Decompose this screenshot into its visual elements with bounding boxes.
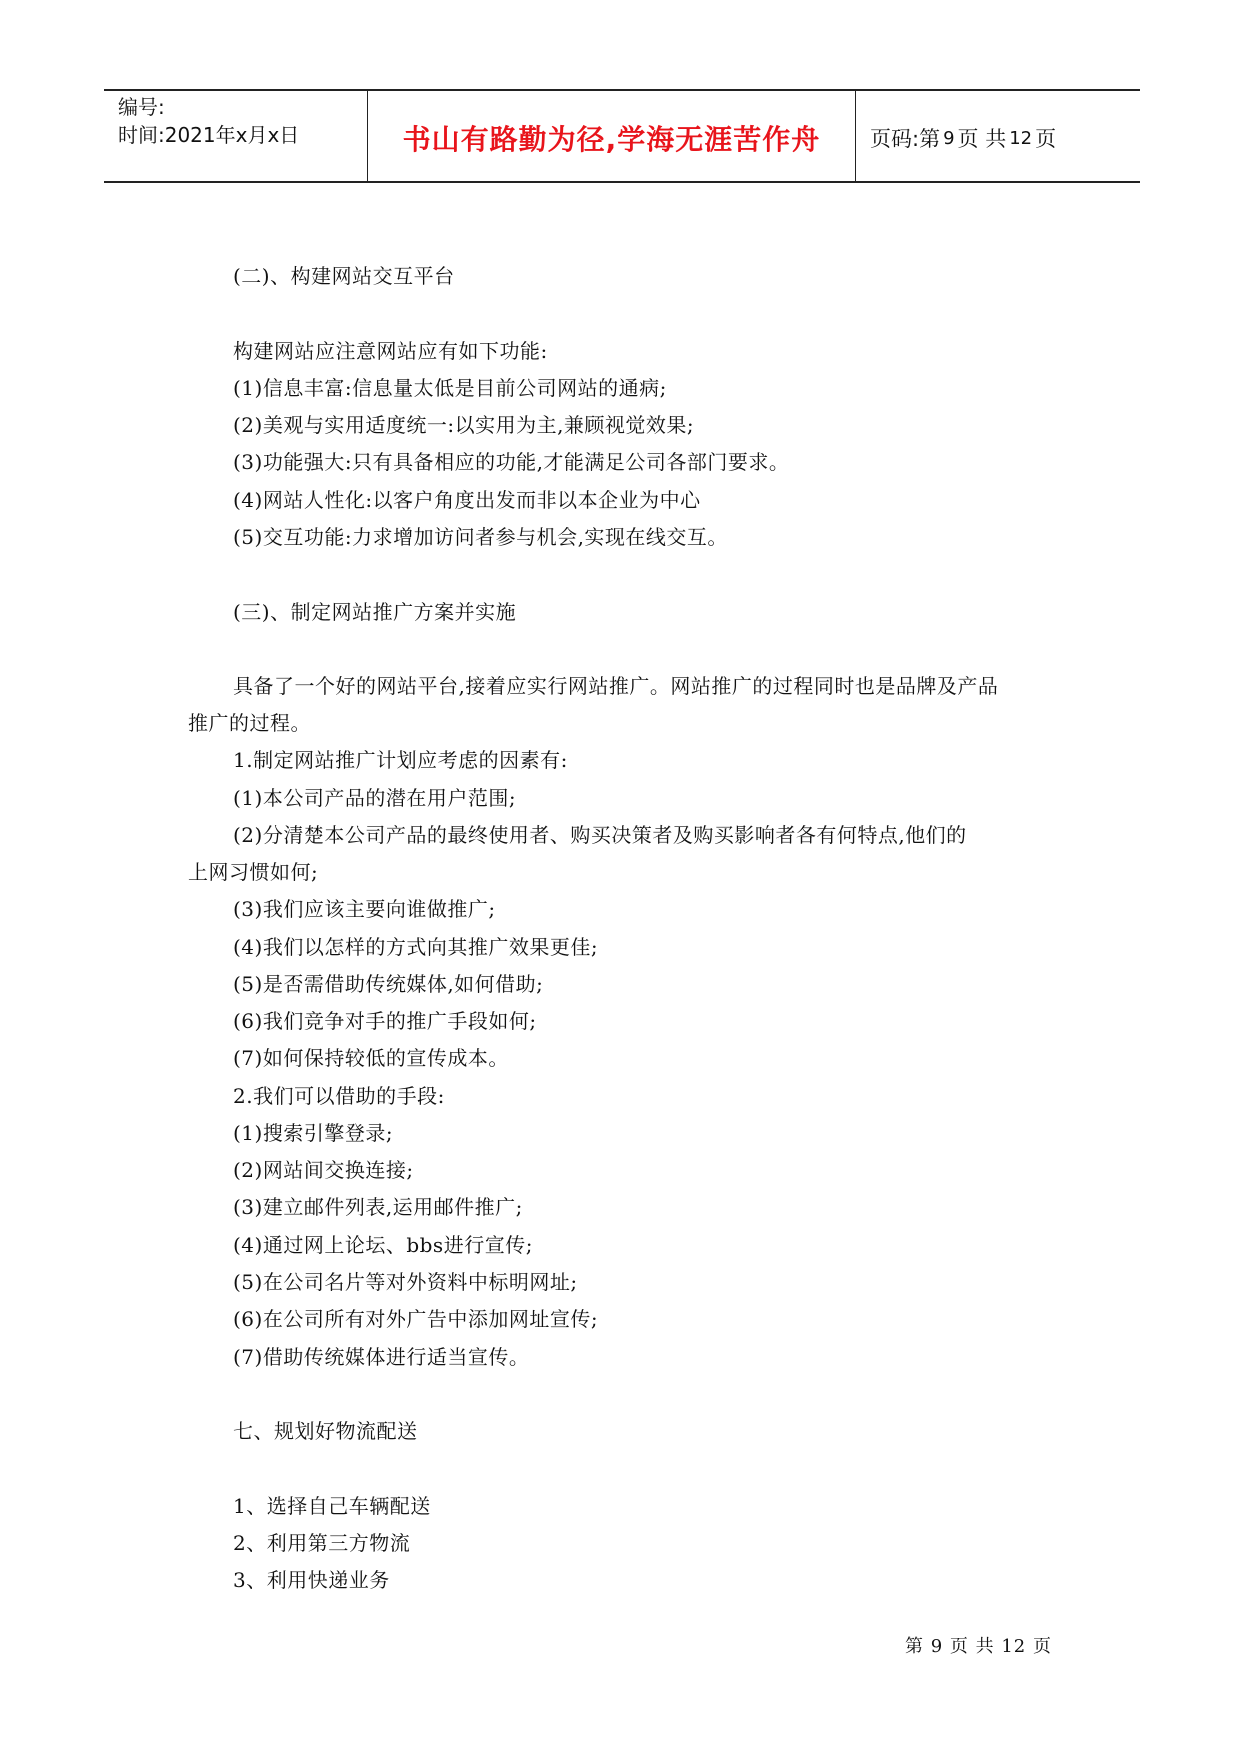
list-item: (1)搜索引擎登录; (233, 1121, 394, 1145)
header-page-info (856, 91, 1140, 181)
page-prefix: 页码:第 (870, 127, 941, 151)
list-item: (1)本公司产品的潜在用户范围; (233, 786, 517, 810)
list-item: (4)通过网上论坛、bbs进行宣传; (233, 1233, 533, 1257)
list-item: (5)交互功能:力求增加访问者参与机会,实现在线交互。 (233, 525, 728, 549)
list-item: 3、利用快递业务 (233, 1568, 390, 1592)
list-item: 2、利用第三方物流 (233, 1531, 411, 1555)
list-item: (3)功能强大:只有具备相应的功能,才能满足公司各部门要求。 (233, 450, 790, 474)
list-item: (4)网站人性化:以客户角度出发而非以本企业为中心 (233, 488, 701, 512)
paragraph-line: 具备了一个好的网站平台,接着应实行网站推广。网站推广的过程同时也是品牌及产品 (233, 674, 999, 698)
list-item: (5)在公司名片等对外资料中标明网址; (233, 1270, 578, 1294)
page-total: 12 (1009, 127, 1033, 149)
list-item: (3)建立邮件列表,运用邮件推广; (233, 1195, 523, 1219)
paragraph-line: 推广的过程。 (188, 711, 311, 735)
list-item: (3)我们应该主要向谁做推广; (233, 897, 496, 921)
page-current: 9 (943, 127, 955, 149)
list-item: (2)美观与实用适度统一:以实用为主,兼顾视觉效果; (233, 413, 695, 437)
list-item: (2)网站间交换连接; (233, 1158, 414, 1182)
page-footer: 第 9 页 共 12 页 (905, 1636, 1052, 1657)
header-motto: 书山有路勤为径,学海无涯苦作舟 (402, 123, 821, 156)
list-item: (2)分清楚本公司产品的最终使用者、购买决策者及购买影响者各有何特点,他们的 (233, 823, 967, 847)
paragraph-line: 构建网站应注意网站应有如下功能: (233, 339, 548, 363)
list-item: (4)我们以怎样的方式向其推广效果更佳; (233, 935, 599, 959)
page-header (104, 89, 1140, 183)
list-item-continuation: 上网习惯如何; (188, 860, 319, 884)
document-number-label: 编号: (118, 95, 165, 119)
list-item: (7)借助传统媒体进行适当宣传。 (233, 1345, 530, 1369)
list-item: 1、选择自己车辆配送 (233, 1494, 431, 1518)
header-motto-cell (368, 91, 856, 181)
section-heading: 七、规划好物流配送 (233, 1419, 418, 1443)
section-heading: (二)、构建网站交互平台 (233, 264, 455, 288)
header-left-cell (104, 91, 368, 181)
subheading: 2.我们可以借助的手段: (233, 1084, 445, 1108)
page-mid: 页 共 (957, 127, 1007, 151)
list-item: (5)是否需借助传统媒体,如何借助; (233, 972, 544, 996)
list-item: (6)在公司所有对外广告中添加网址宣传; (233, 1307, 599, 1331)
list-item: (7)如何保持较低的宣传成本。 (233, 1046, 509, 1070)
document-time-label: 时间:2021年x月x日 (118, 123, 300, 147)
subheading: 1.制定网站推广计划应考虑的因素有: (233, 748, 568, 772)
list-item: (6)我们竞争对手的推广手段如何; (233, 1009, 537, 1033)
section-heading: (三)、制定网站推广方案并实施 (233, 600, 517, 624)
list-item: (1)信息丰富:信息量太低是目前公司网站的通病; (233, 376, 667, 400)
page-suffix: 页 (1035, 127, 1057, 151)
